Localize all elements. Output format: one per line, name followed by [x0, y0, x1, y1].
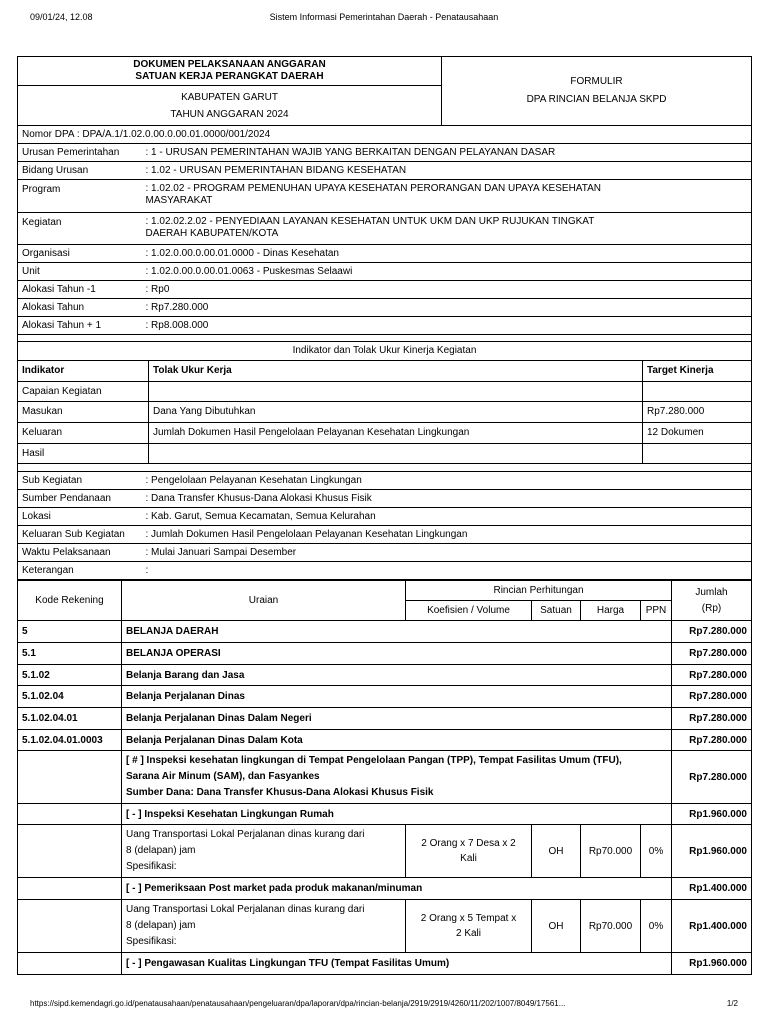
item-harga: Rp70.000	[581, 900, 641, 953]
group-line-1: [ # ] Inspeksi kesehatan lingkungan di Tempat Pengelolaan Pangan (TPP), Tempat Fasilitas Umum (TFU),	[126, 755, 622, 766]
info-label: Alokasi Tahun	[22, 302, 85, 313]
sub-value: : Mulai Januari Sampai Desember	[145, 547, 297, 558]
account-uraian: Belanja Barang dan Jasa	[122, 665, 672, 686]
subgroup-row	[18, 953, 752, 975]
form-box	[442, 57, 752, 126]
indikator-cell: Capaian Kegiatan	[18, 381, 149, 401]
group-row	[18, 751, 752, 804]
info-value: : 1.02.0.00.0.00.01.0063 - Puskesmas Selaawi	[145, 266, 353, 277]
col-harga: Harga	[581, 601, 641, 621]
col-satuan: Satuan	[532, 601, 581, 621]
sub-row	[18, 526, 752, 544]
item-koef-line-2: 2 Kali	[455, 928, 481, 939]
sub-label: Sumber Pendanaan	[22, 493, 111, 504]
info-label: Kegiatan	[22, 217, 62, 228]
info-table	[17, 126, 752, 342]
form-label: FORMULIR	[570, 76, 623, 87]
account-uraian: Belanja Perjalanan Dinas Dalam Kota	[122, 730, 672, 751]
info-value: : 1.02.0.00.0.00.01.0000 - Dinas Kesehatan	[145, 248, 339, 259]
print-page-title: Sistem Informasi Pemerintahan Daerah - Penatausahaan	[269, 12, 499, 22]
sub-value: : Jumlah Dokumen Hasil Pengelolaan Pelayanan Kesehatan Lingkungan	[145, 529, 468, 540]
account-row	[18, 686, 752, 708]
sub-label: Lokasi	[22, 511, 51, 522]
item-jumlah: Rp1.960.000	[672, 825, 752, 878]
info-value: : Rp8.008.000	[145, 320, 209, 331]
account-kode: 5.1.02.04.01	[18, 708, 122, 730]
group-kode	[18, 751, 122, 804]
region-year	[18, 86, 442, 126]
sub-label: Keterangan	[22, 565, 74, 576]
account-jumlah: Rp7.280.000	[672, 708, 752, 730]
item-ppn: 0%	[641, 900, 672, 953]
info-label: Alokasi Tahun + 1	[22, 320, 102, 331]
item-kode	[18, 825, 122, 878]
subgroup-jumlah: Rp1.960.000	[672, 804, 752, 825]
group-jumlah: Rp7.280.000	[672, 751, 752, 804]
sub-row	[18, 562, 752, 580]
target-cell: Rp7.280.000	[643, 401, 752, 422]
sub-row	[18, 472, 752, 490]
col-ppn: PPN	[641, 601, 672, 621]
document-header	[17, 56, 752, 126]
info-value: : Rp7.280.000	[145, 302, 209, 313]
col-koefisien: Koefisien / Volume	[406, 601, 532, 621]
subgroup-label: [ - ] Pemeriksaan Post market pada produk makanan/minuman	[122, 878, 672, 900]
tolak-cell	[149, 381, 643, 401]
col-jumlah	[672, 581, 752, 621]
item-ppn: 0%	[641, 825, 672, 878]
col-tolak-ukur: Tolak Ukur Kerja	[149, 360, 643, 381]
info-row	[18, 144, 752, 162]
item-uraian	[122, 825, 406, 878]
indikator-table	[17, 342, 752, 464]
group-line-2: Sarana Air Minum (SAM), dan Fasyankes	[126, 771, 320, 782]
sub-value: :	[145, 565, 149, 576]
item-line-3: Spesifikasi:	[126, 936, 177, 947]
col-indikator: Indikator	[18, 360, 149, 381]
item-koef-line-1: 2 Orang x 5 Tempat x	[420, 913, 517, 924]
indikator-row	[18, 401, 752, 422]
info-value: : 1.02.02.2.02 - PENYEDIAAN LAYANAN KESEHATAN UNTUK UKM DAN UKP RUJUKAN TINGKAT DAERAH KABUPATEN/KOTA	[145, 216, 595, 239]
info-row	[18, 317, 752, 335]
account-uraian: Belanja Perjalanan Dinas	[122, 686, 672, 708]
sub-row	[18, 508, 752, 526]
account-jumlah: Rp7.280.000	[672, 686, 752, 708]
item-koef-line-1: 2 Orang x 7 Desa x 2	[421, 838, 516, 849]
col-uraian: Uraian	[122, 581, 406, 621]
col-kode-rekening: Kode Rekening	[18, 581, 122, 621]
fiscal-year: TAHUN ANGGARAN 2024	[170, 108, 289, 120]
account-uraian: BELANJA OPERASI	[122, 643, 672, 665]
doc-title-line-1: DOKUMEN PELAKSANAAN ANGGARAN	[133, 59, 326, 70]
group-uraian	[122, 751, 672, 804]
region: KABUPATEN GARUT	[181, 91, 278, 103]
item-row	[18, 825, 752, 878]
col-jumlah-line2: (Rp)	[701, 602, 722, 614]
print-page-number: 1/2	[726, 999, 738, 1008]
subgroup-jumlah: Rp1.960.000	[672, 953, 752, 975]
sub-row	[18, 544, 752, 562]
account-jumlah: Rp7.280.000	[672, 665, 752, 686]
nomor-dpa: Nomor DPA : DPA/A.1/1.02.0.00.0.00.01.0000/001/2024	[22, 129, 271, 140]
subgroup-label: [ - ] Pengawasan Kualitas Lingkungan TFU (Tempat Fasilitas Umum)	[122, 953, 672, 975]
item-row	[18, 900, 752, 953]
indikator-title: Indikator dan Tolak Ukur Kinerja Kegiatan	[18, 342, 752, 360]
info-row	[18, 281, 752, 299]
info-row	[18, 180, 752, 213]
item-line-1: Uang Transportasi Lokal Perjalanan dinas kurang dari	[126, 829, 365, 840]
info-row	[18, 245, 752, 263]
tolak-cell: Jumlah Dokumen Hasil Pengelolaan Pelayanan Kesehatan Lingkungan	[149, 422, 643, 443]
account-row	[18, 621, 752, 643]
rincian-table	[17, 580, 752, 975]
sub-label: Sub Kegiatan	[22, 475, 83, 486]
account-kode: 5.1.02.04	[18, 686, 122, 708]
browser-print-header	[30, 12, 738, 26]
target-cell	[643, 381, 752, 401]
subgroup-jumlah: Rp1.400.000	[672, 878, 752, 900]
item-line-1: Uang Transportasi Lokal Perjalanan dinas kurang dari	[126, 904, 365, 915]
col-jumlah-line1: Jumlah	[695, 586, 728, 598]
subkegiatan-table	[17, 464, 752, 581]
target-cell: 12 Dokumen	[643, 422, 752, 443]
account-uraian: Belanja Perjalanan Dinas Dalam Negeri	[122, 708, 672, 730]
account-kode: 5.1	[18, 643, 122, 665]
indikator-cell: Masukan	[18, 401, 149, 422]
indikator-cell: Hasil	[18, 443, 149, 463]
subgroup-kode	[18, 878, 122, 900]
account-jumlah: Rp7.280.000	[672, 621, 752, 643]
account-row	[18, 665, 752, 686]
account-jumlah: Rp7.280.000	[672, 730, 752, 751]
sub-row	[18, 490, 752, 508]
print-timestamp: 09/01/24, 12.08	[30, 12, 93, 22]
info-value: : Rp0	[145, 284, 170, 295]
doc-title-line-2: SATUAN KERJA PERANGKAT DAERAH	[135, 71, 324, 82]
doc-title	[18, 57, 442, 86]
account-kode: 5	[18, 621, 122, 643]
info-label: Urusan Pemerintahan	[22, 147, 120, 158]
item-line-2: 8 (delapan) jam	[126, 845, 196, 856]
item-harga: Rp70.000	[581, 825, 641, 878]
item-koef-line-2: Kali	[460, 853, 477, 864]
sub-value: : Kab. Garut, Semua Kecamatan, Semua Kelurahan	[145, 511, 376, 522]
sub-label: Waktu Pelaksanaan	[22, 547, 111, 558]
item-kode	[18, 900, 122, 953]
info-value: : 1.02.02 - PROGRAM PEMENUHAN UPAYA KESEHATAN PERORANGAN DAN UPAYA KESEHATAN MASYARAKAT	[145, 183, 601, 206]
item-uraian	[122, 900, 406, 953]
sub-label: Keluaran Sub Kegiatan	[22, 529, 125, 540]
account-kode: 5.1.02	[18, 665, 122, 686]
indikator-row	[18, 381, 752, 401]
info-value: : 1 - URUSAN PEMERINTAHAN WAJIB YANG BERKAITAN DENGAN PELAYANAN DASAR	[145, 147, 556, 158]
item-koefisien	[406, 900, 532, 953]
col-rincian-perhitungan: Rincian Perhitungan	[406, 581, 672, 601]
subgroup-row	[18, 804, 752, 825]
group-line-3: Sumber Dana: Dana Transfer Khusus-Dana Alokasi Khusus Fisik	[126, 787, 434, 798]
info-value: : 1.02 - URUSAN PEMERINTAHAN BIDANG KESEHATAN	[145, 165, 407, 176]
info-label: Organisasi	[22, 248, 70, 259]
info-row	[18, 213, 752, 245]
item-line-2: 8 (delapan) jam	[126, 920, 196, 931]
indikator-row	[18, 422, 752, 443]
info-label: Alokasi Tahun -1	[22, 284, 96, 295]
info-label: Program	[22, 184, 61, 195]
tolak-cell: Dana Yang Dibutuhkan	[149, 401, 643, 422]
print-url: https://sipd.kemendagri.go.id/penatausahaan/penatausahaan/pengeluaran/dpa/laporan/dpa/rincian-belanja/2919/2919/4260/11/202/1007/8049/17561...	[30, 999, 566, 1008]
col-target-kinerja: Target Kinerja	[643, 360, 752, 381]
item-jumlah: Rp1.400.000	[672, 900, 752, 953]
dpa-document	[17, 56, 752, 975]
item-satuan: OH	[532, 900, 581, 953]
info-label: Bidang Urusan	[22, 165, 89, 176]
subgroup-kode	[18, 804, 122, 825]
info-row	[18, 162, 752, 180]
item-line-3: Spesifikasi:	[126, 861, 177, 872]
indikator-row	[18, 443, 752, 463]
account-kode: 5.1.02.04.01.0003	[18, 730, 122, 751]
account-jumlah: Rp7.280.000	[672, 643, 752, 665]
item-satuan: OH	[532, 825, 581, 878]
info-row	[18, 299, 752, 317]
item-koefisien	[406, 825, 532, 878]
sub-value: : Pengelolaan Pelayanan Kesehatan Lingkungan	[145, 475, 362, 486]
subgroup-row	[18, 878, 752, 900]
info-row	[18, 263, 752, 281]
subgroup-label: [ - ] Inspeksi Kesehatan Lingkungan Rumah	[122, 804, 672, 825]
subgroup-kode	[18, 953, 122, 975]
sub-value: : Dana Transfer Khusus-Dana Alokasi Khusus Fisik	[145, 493, 372, 504]
form-name: DPA RINCIAN BELANJA SKPD	[526, 94, 667, 105]
account-row	[18, 730, 752, 751]
tolak-cell	[149, 443, 643, 463]
account-row	[18, 708, 752, 730]
account-row	[18, 643, 752, 665]
target-cell	[643, 443, 752, 463]
indikator-cell: Keluaran	[18, 422, 149, 443]
info-label: Unit	[22, 266, 40, 277]
account-uraian: BELANJA DAERAH	[122, 621, 672, 643]
